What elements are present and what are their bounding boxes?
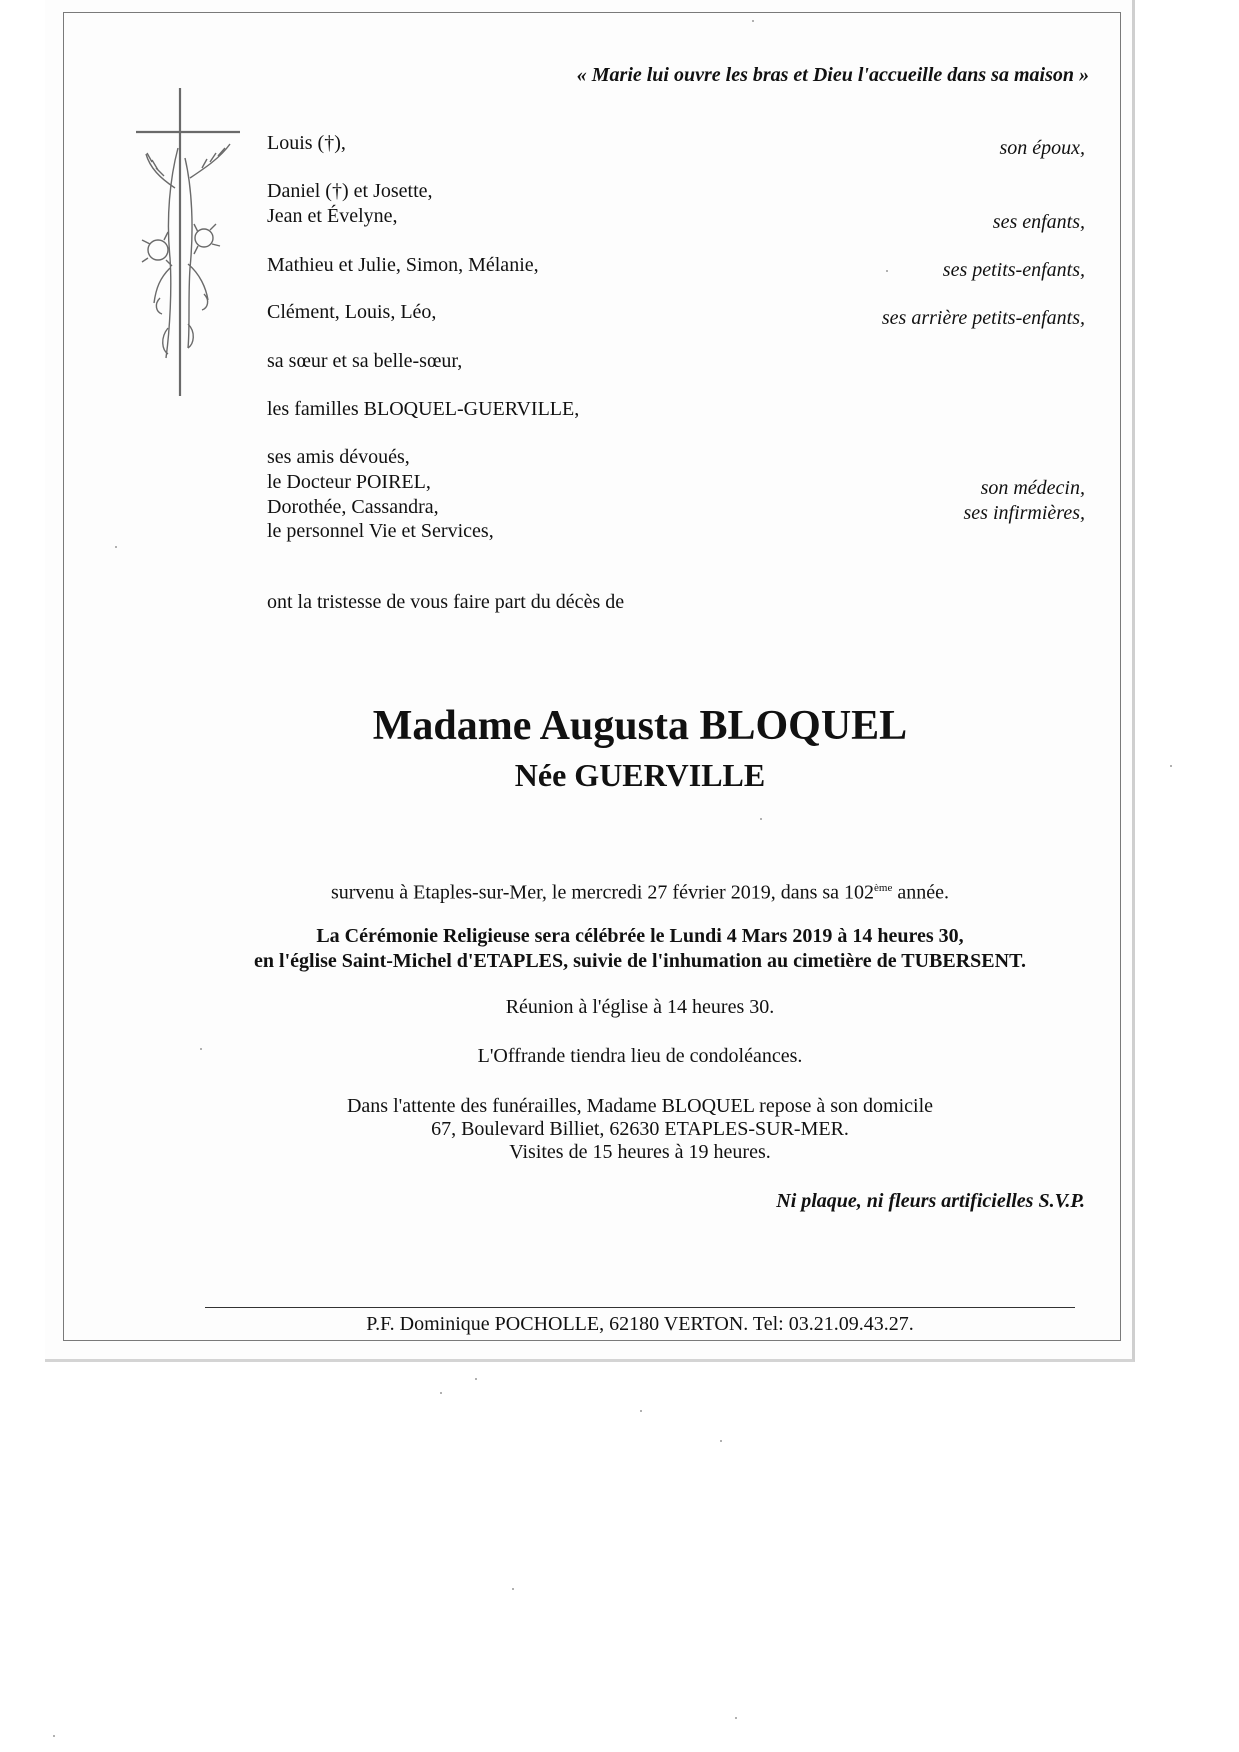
deceased-maiden-name: Née GUERVILLE [514, 757, 766, 793]
motto-quote: « Marie lui ouvre les bras et Dieu l'accueille dans sa maison » [576, 64, 1089, 86]
rest-line-3: Visites de 15 heures à 19 heures. [509, 1141, 771, 1163]
family-children-1: Daniel (†) et Josette, [267, 180, 433, 202]
death-details-sup: ème [874, 882, 893, 894]
ceremony-line-1: La Cérémonie Religieuse sera célébrée le Lundi 4 Mars 2019 à 14 heures 30, [316, 925, 964, 947]
cross-with-flowers-icon [130, 88, 250, 398]
relation-epoux: son époux, [999, 137, 1085, 159]
family-grandchildren: Mathieu et Julie, Simon, Mélanie, [267, 254, 539, 276]
offrande-text: L'Offrande tiendra lieu de condoléances. [477, 1045, 803, 1067]
death-details-text: survenu à Etaples-sur-Mer, le mercredi 27 février 2019, dans sa 102 [330, 881, 875, 904]
relation-enfants: ses enfants, [992, 211, 1085, 233]
footer-funeral-home: P.F. Dominique POCHOLLE, 62180 VERTON. Tel: 03.21.09.43.27. [366, 1313, 914, 1335]
relation-arriere-petits-enfants: ses arrière petits-enfants, [881, 307, 1085, 329]
announcement-text: ont la tristesse de vous faire part du décès de [267, 591, 625, 613]
rest-line-2: 67, Boulevard Billiet, 62630 ETAPLES-SUR-MER. [431, 1118, 849, 1140]
family-louis: Louis (†), [267, 132, 346, 154]
ceremony-line-2: en l'église Saint-Michel d'ETAPLES, suivie de l'inhumation au cimetière de TUBERSENT. [254, 950, 1026, 972]
family-sisters: sa sœur et sa belle-sœur, [267, 350, 463, 372]
footer-divider [205, 1307, 1075, 1308]
death-details [0, 877, 1239, 905]
family-nurses: Dorothée, Cassandra, [267, 496, 439, 518]
family-doctor: le Docteur POIREL, [267, 471, 431, 493]
relation-petits-enfants: ses petits-enfants, [942, 259, 1085, 281]
family-families: les familles BLOQUEL-GUERVILLE, [267, 398, 580, 420]
rest-line-1: Dans l'attente des funérailles, Madame BLOQUEL repose à son domicile [346, 1095, 933, 1117]
family-friends: ses amis dévoués, [267, 446, 410, 468]
family-children-2: Jean et Évelyne, [267, 205, 398, 227]
deceased-name: Madame Augusta BLOQUEL [372, 703, 908, 749]
family-great-grandchildren: Clément, Louis, Léo, [267, 301, 437, 323]
reunion-text: Réunion à l'église à 14 heures 30. [505, 996, 775, 1018]
death-details-end: année. [892, 881, 950, 904]
relation-infirmieres: ses infirmières, [963, 502, 1085, 524]
no-plaque-note: Ni plaque, ni fleurs artificielles S.V.P. [776, 1190, 1085, 1212]
family-staff: le personnel Vie et Services, [267, 520, 494, 542]
relation-medecin: son médecin, [980, 477, 1085, 499]
